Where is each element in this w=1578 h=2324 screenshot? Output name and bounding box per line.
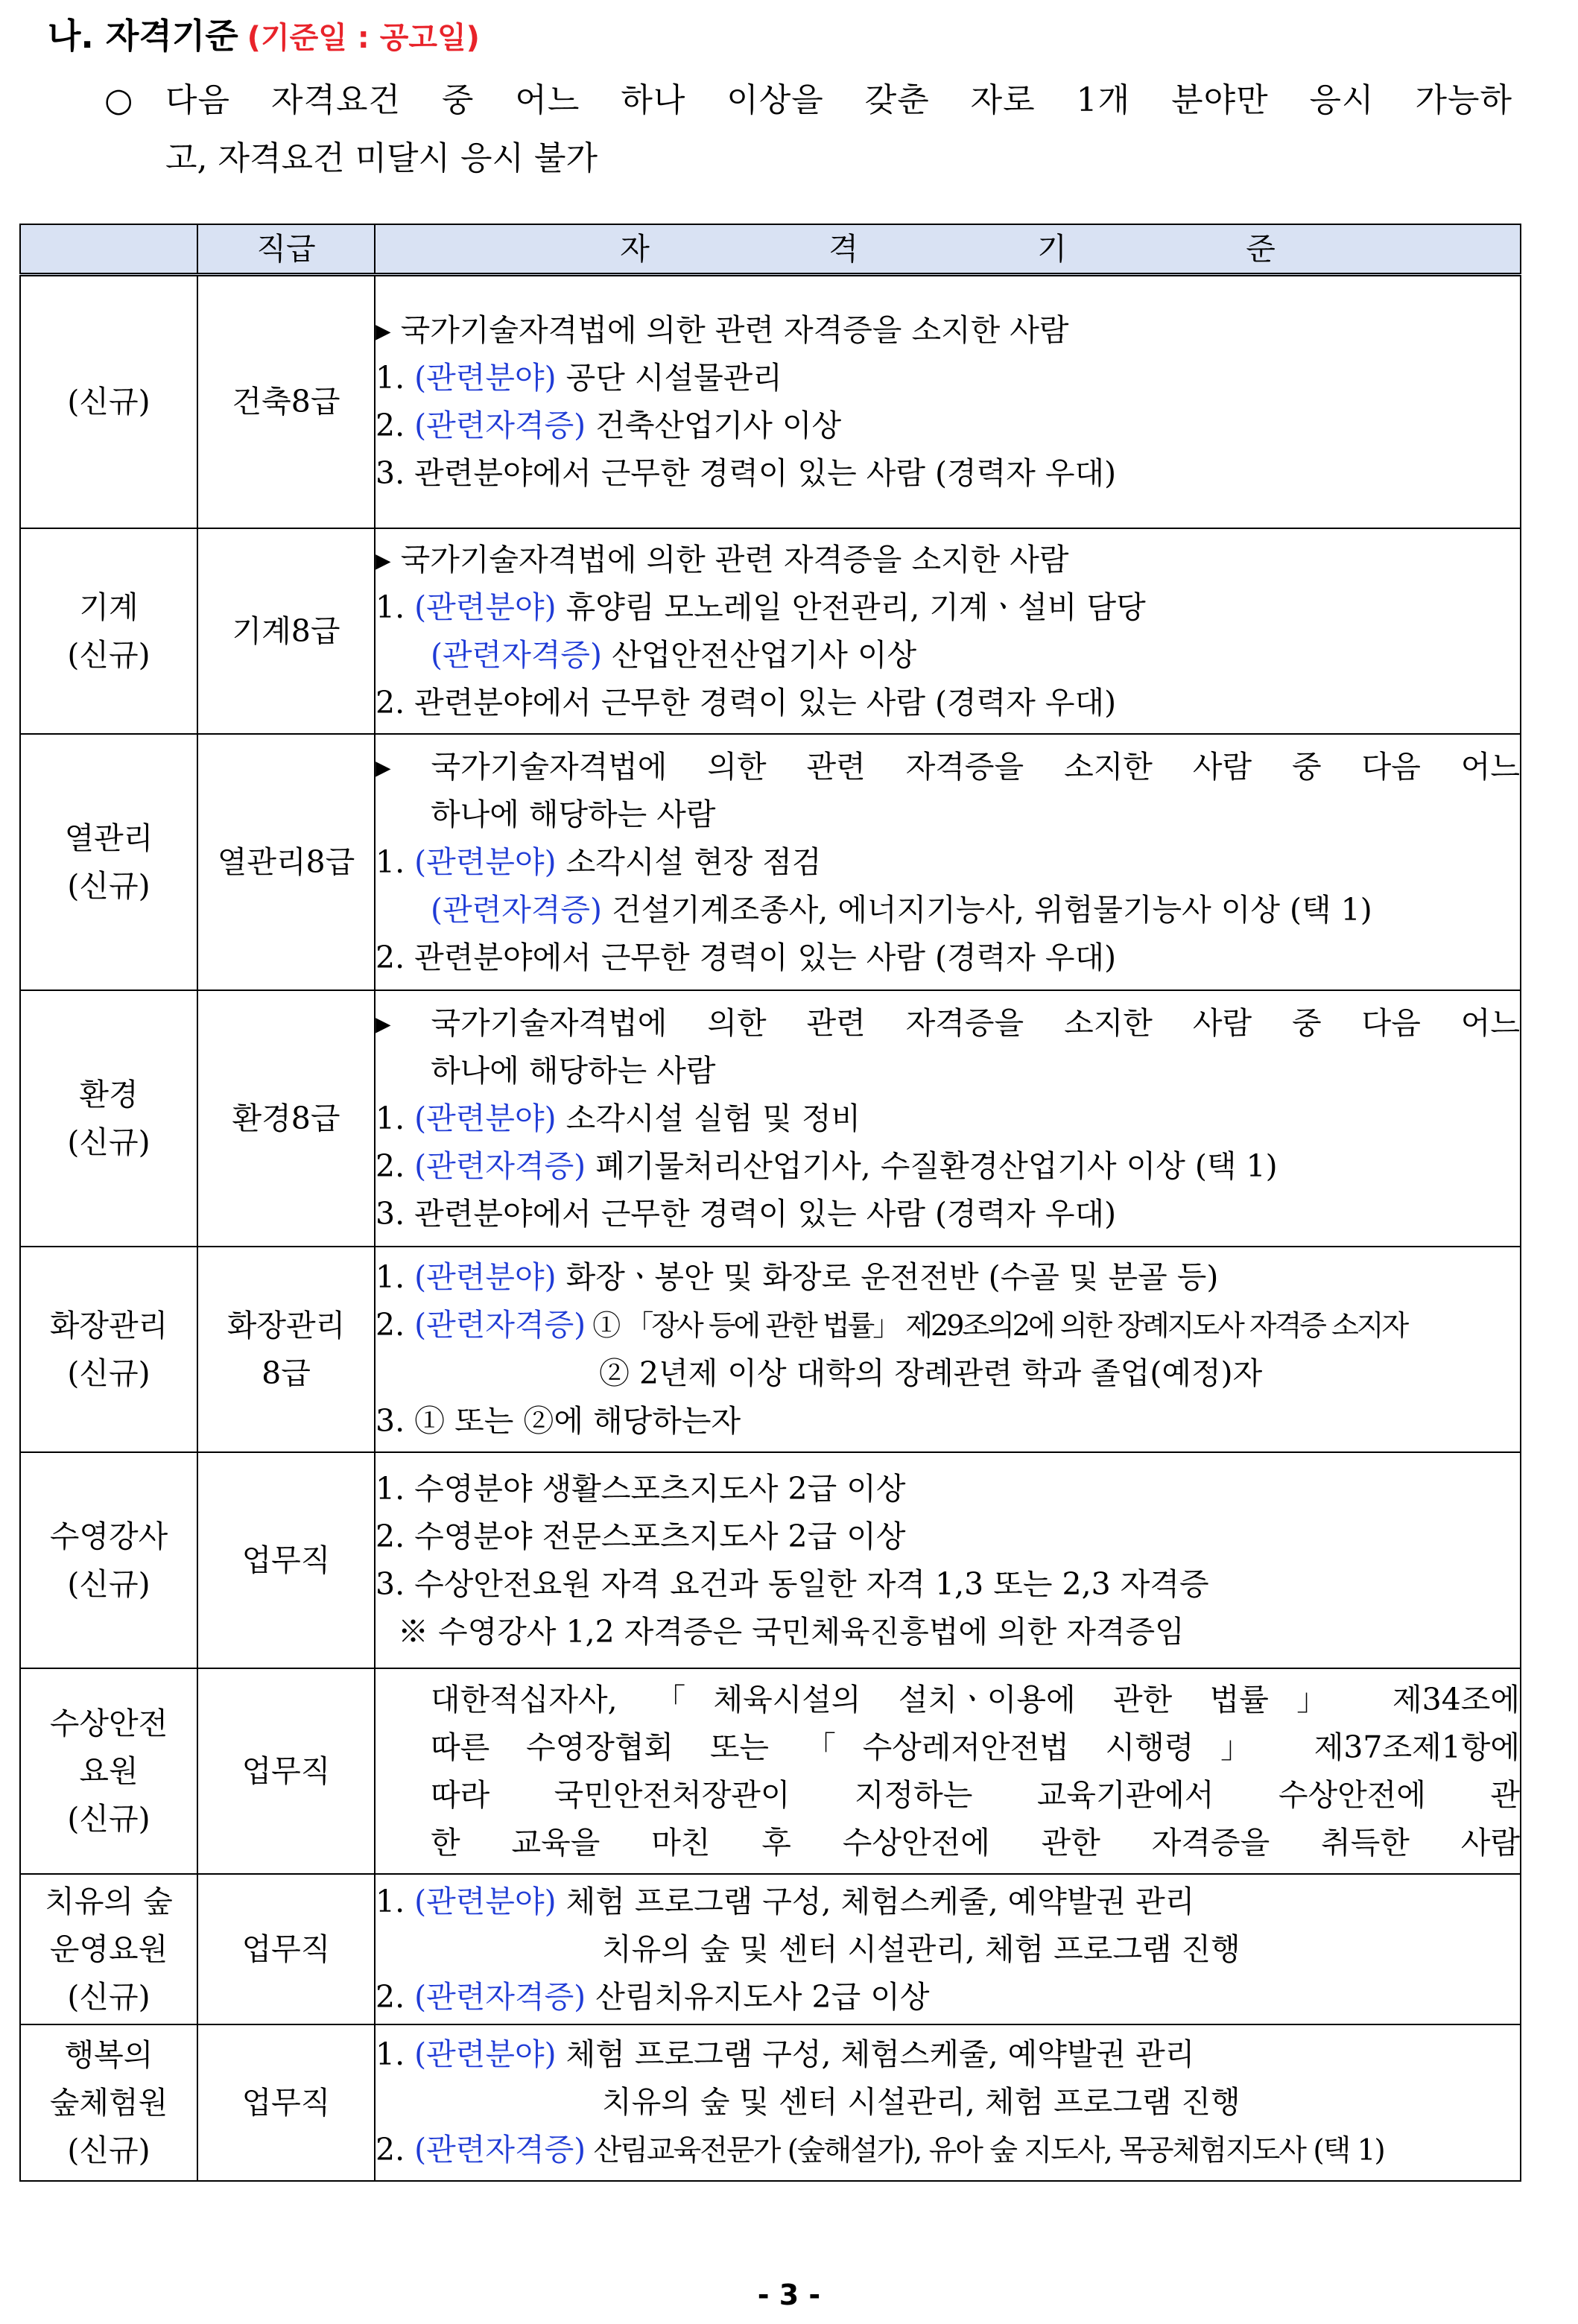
row-criteria (375, 990, 1521, 1247)
row-grade: 환경8급 (197, 990, 375, 1247)
related-label: (관련분야) (414, 843, 557, 880)
criteria-line: 1. (관련분야) 소각시설 현장 점검 (376, 843, 822, 880)
row-criteria (375, 2024, 1521, 2181)
criteria-line: 3. ① 또는 ②에 해당하는자 (376, 1403, 741, 1439)
criteria-line: 1. 수영분야 생활스포츠지도사 2급 이상 (376, 1470, 906, 1507)
row-category: 기계 (신규) (20, 528, 197, 734)
criteria-line: 치유의 숲 및 센터 시설관리, 체험 프로그램 진행 (602, 1931, 1240, 1967)
criteria-line: 하나에 해당하는 사람 (431, 1052, 716, 1089)
table-row (20, 2024, 1521, 2181)
criteria-line: 따라 국민안전처장관이 지정하는 교육기관에서 수상안전에 관 (431, 1776, 1520, 1813)
related-label: (관련분야) (414, 1100, 557, 1136)
reference-date-note: (기준일 : 공고일) (247, 21, 480, 55)
table-row (20, 990, 1521, 1247)
criteria-line: ▸ 국가기술자격법에 의한 관련 자격증을 소지한 사람 (376, 541, 1069, 577)
row-criteria (375, 1452, 1521, 1668)
criteria-line: ※ 수영강사 1,2 자격증은 국민체육진흥법에 의한 자격증임 (398, 1613, 1185, 1650)
row-grade: 업무직 (197, 2024, 375, 2181)
criteria-line: 2. 관련분야에서 근무한 경력이 있는 사람 (경력자 우대) (376, 684, 1117, 721)
row-criteria (375, 528, 1521, 734)
criteria-line: 1. (관련분야) 소각시설 실험 및 정비 (376, 1100, 861, 1136)
criteria-line: 3. 수상안전요원 자격 요건과 동일한 자격 1,3 또는 2,3 자격증 (376, 1565, 1209, 1602)
row-grade: 건축8급 (197, 275, 375, 528)
related-label: (관련분야) (414, 589, 557, 625)
criteria-line: 대한적십자사, 「체육시설의 설치ㆍ이용에 관한 법률」 제34조에 (431, 1681, 1520, 1717)
criteria-line: 3. 관련분야에서 근무한 경력이 있는 사람 (경력자 우대) (376, 455, 1117, 492)
row-criteria (375, 1668, 1521, 1874)
criteria-line: ▸ 국가기술자격법에 의한 관련 자격증을 소지한 사람 중 다음 어느 (376, 1004, 1520, 1041)
row-category: 수영강사 (신규) (20, 1452, 197, 1668)
row-grade: 화장관리 8급 (197, 1247, 375, 1452)
table-row (20, 734, 1521, 990)
intro-paragraph (104, 72, 1512, 188)
row-category: (신규) (20, 275, 197, 528)
section-title: 나. 자격기준 (48, 16, 238, 56)
criteria-line: 3. 관련분야에서 근무한 경력이 있는 사람 (경력자 우대) (376, 1195, 1117, 1232)
criteria-line: 2. 관련분야에서 근무한 경력이 있는 사람 (경력자 우대) (376, 939, 1117, 975)
related-label: (관련자격증) (414, 1978, 586, 2015)
table-row (20, 528, 1521, 734)
criteria-line: 2. 수영분야 전문스포츠지도사 2급 이상 (376, 1518, 906, 1554)
row-criteria (375, 734, 1521, 990)
qualification-table (19, 224, 1521, 2182)
row-criteria (375, 275, 1521, 528)
row-grade: 업무직 (197, 1668, 375, 1874)
intro-line-1: 다음 자격요건 중 어느 하나 이상을 갖춘 자로 1개 분야만 응시 가능하 (165, 81, 1512, 119)
criteria-line: 1. (관련분야) 화장ㆍ봉안 및 화장로 운전전반 (수골 및 분골 등) (376, 1259, 1219, 1295)
table-header-row (20, 224, 1521, 275)
criteria-line: 2. (관련자격증) 산림교육전문가 (숲해설가), 유아 숲 지도사, 목공체험지도사 (택 1) (376, 2131, 1384, 2168)
intro-line-2: 고, 자격요건 미달시 응시 불가 (165, 139, 598, 177)
criteria-line: 2. (관련자격증) 건축산업기사 이상 (376, 408, 842, 444)
row-criteria (375, 1247, 1521, 1452)
related-label: (관련분야) (414, 1259, 557, 1295)
row-criteria (375, 1874, 1521, 2024)
criteria-line: 1. (관련분야) 공단 시설물관리 (376, 360, 782, 396)
table-row (20, 1874, 1521, 2024)
row-grade: 기계8급 (197, 528, 375, 734)
criteria-line: (관련자격증) 산업안전산업기사 이상 (431, 636, 917, 673)
page-number: - 3 - (757, 2279, 821, 2311)
criteria-line: (관련자격증) 건설기계조종사, 에너지기능사, 위험물기능사 이상 (택 1) (431, 891, 1372, 928)
related-label: (관련자격증) (414, 1307, 586, 1343)
table-row (20, 1668, 1521, 1874)
related-label: (관련분야) (414, 2036, 557, 2072)
related-label: (관련자격증) (431, 636, 603, 673)
circle-bullet-icon: ○ (104, 81, 133, 119)
criteria-line: 1. (관련분야) 휴양림 모노레일 안전관리, 기계ㆍ설비 담당 (376, 589, 1146, 625)
criteria-line: 치유의 숲 및 센터 시설관리, 체험 프로그램 진행 (602, 2083, 1240, 2120)
related-label: (관련자격증) (414, 408, 586, 444)
criteria-line: ▸ 국가기술자격법에 의한 관련 자격증을 소지한 사람 중 다음 어느 (376, 748, 1520, 785)
row-category: 치유의 숲 운영요원 (신규) (20, 1874, 197, 2024)
criteria-line: 한 교육을 마친 후 수상안전에 관한 자격증을 취득한 사람 (431, 1824, 1520, 1861)
related-label: (관련분야) (414, 1883, 557, 1919)
table-row (20, 275, 1521, 528)
criteria-line: 1. (관련분야) 체험 프로그램 구성, 체험스케줄, 예약발권 관리 (376, 2036, 1195, 2072)
related-label: (관련자격증) (431, 891, 603, 928)
header-grade: 직급 (197, 224, 375, 275)
table-row (20, 1452, 1521, 1668)
row-grade: 열관리8급 (197, 734, 375, 990)
header-criteria: 자 격 기 준 (375, 224, 1521, 275)
criteria-line: ② 2년제 이상 대학의 장례관련 학과 졸업(예정)자 (599, 1355, 1263, 1391)
criteria-line: 2. (관련자격증) ① 「장사 등에 관한 법률」 제29조의2에 의한 장례지도사 자격증 소지자 (376, 1307, 1407, 1343)
criteria-line: 따른 수영장협회 또는 「수상레저안전법 시행령」 제37조제1항에 (431, 1729, 1520, 1765)
row-category: 행복의 숲체험원 (신규) (20, 2024, 197, 2181)
row-category: 환경 (신규) (20, 990, 197, 1247)
row-category: 화장관리 (신규) (20, 1247, 197, 1452)
criteria-line: 하나에 해당하는 사람 (431, 796, 716, 832)
related-label: (관련분야) (414, 360, 557, 396)
criteria-line: 1. (관련분야) 체험 프로그램 구성, 체험스케줄, 예약발권 관리 (376, 1883, 1195, 1919)
header-category (20, 224, 197, 275)
criteria-line: 2. (관련자격증) 폐기물처리산업기사, 수질환경산업기사 이상 (택 1) (376, 1147, 1278, 1184)
criteria-line: ▸ 국가기술자격법에 의한 관련 자격증을 소지한 사람 (376, 312, 1069, 349)
row-category: 수상안전 요원 (신규) (20, 1668, 197, 1874)
table-row (20, 1247, 1521, 1452)
section-heading (48, 7, 480, 66)
row-grade: 업무직 (197, 1874, 375, 2024)
row-category: 열관리 (신규) (20, 734, 197, 990)
row-grade: 업무직 (197, 1452, 375, 1668)
criteria-line: 2. (관련자격증) 산림치유지도사 2급 이상 (376, 1978, 930, 2015)
related-label: (관련자격증) (414, 2131, 586, 2168)
related-label: (관련자격증) (414, 1147, 586, 1184)
